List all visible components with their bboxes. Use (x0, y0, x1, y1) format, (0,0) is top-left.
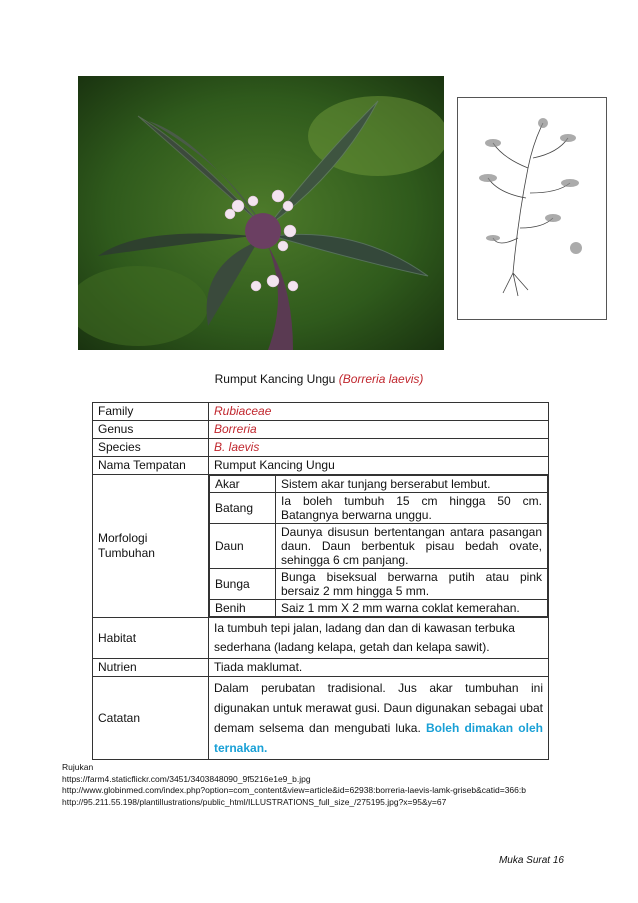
table-row (93, 659, 549, 677)
species-label: Species (93, 439, 209, 457)
morphology-label: Morfologi Tumbuhan (93, 475, 209, 618)
catatan-cell (209, 677, 549, 760)
nutrien-label: Nutrien (93, 659, 209, 677)
catatan-label: Catatan (93, 677, 209, 760)
morph-desc: Bunga biseksual berwarna putih atau pink bersaiz 2 mm hingga 5 mm. (276, 569, 548, 600)
table-row (93, 475, 549, 618)
caption-scientific-name: (Borreria laevis) (338, 372, 424, 386)
morph-part: Bunga (210, 569, 276, 600)
morph-part: Daun (210, 524, 276, 569)
morph-row (210, 600, 548, 617)
references-heading: Rujukan (62, 762, 94, 772)
table-row (93, 439, 549, 457)
caption-common-name: Rumput Kancing Ungu (214, 372, 336, 386)
table-row (93, 677, 549, 760)
table-row (93, 421, 549, 439)
reference-link[interactable]: http://95.211.55.198/plantillustrations/public_html/ILLUSTRATIONS_full_size_/275195.jpg?x=95&y=67 (62, 796, 447, 807)
habitat-value: Ia tumbuh tepi jalan, ladang dan dan di kawasan terbuka sederhana (ladang kelapa, getah dan kelapa sawit). (209, 618, 549, 659)
genus-label: Genus (93, 421, 209, 439)
morph-row (210, 493, 548, 524)
morph-desc: Ia boleh tumbuh 15 cm hingga 50 cm. Batangnya berwarna unggu. (276, 493, 548, 524)
family-value: Rubiaceae (209, 403, 549, 421)
morph-part: Akar (210, 476, 276, 493)
morph-row (210, 569, 548, 600)
catatan-value: Dalam perubatan tradisional. Jus akar tumbuhan ini digunakan untuk merawat gusi. Daun digunakan sebagai ubat demam selsema dan mengubati luka. (214, 681, 543, 735)
table-row (93, 618, 549, 659)
morph-desc: Daunya disusun bertentangan antara pasangan daun. Daun berbentuk pisau bedah ovate, sehingga 6 cm panjang. (276, 524, 548, 569)
botanical-illustration (457, 97, 607, 320)
morph-part: Benih (210, 600, 276, 617)
plant-photo (78, 76, 444, 350)
plant-info-table (92, 402, 549, 760)
reference-link[interactable]: http://www.globinmed.com/index.php?option=com_content&view=article&id=62938:borreria-laevis-lamk-griseb&catid=366:b (62, 785, 526, 795)
page-number: Muka Surat 16 (498, 855, 564, 866)
morph-part: Batang (210, 493, 276, 524)
references (62, 762, 622, 808)
local-name-label: Nama Tempatan (93, 457, 209, 475)
local-name-value: Rumput Kancing Ungu (209, 457, 549, 475)
species-value: B. laevis (209, 439, 549, 457)
table-row (93, 403, 549, 421)
morph-desc: Saiz 1 mm X 2 mm warna coklat kemerahan. (276, 600, 548, 617)
family-label: Family (93, 403, 209, 421)
genus-value: Borreria (209, 421, 549, 439)
morphology-subtable (209, 475, 548, 617)
catatan-highlight: Boleh dimakan oleh ternakan. (214, 721, 543, 755)
reference-link[interactable]: https://farm4.staticflickr.com/3451/3403848090_9f5216e1e9_b.jpg (62, 773, 311, 784)
nutrien-value: Tiada maklumat. (209, 659, 549, 677)
morphology-cell (209, 475, 549, 618)
morph-row (210, 524, 548, 569)
habitat-label: Habitat (93, 618, 209, 659)
table-row (93, 457, 549, 475)
figure-caption (0, 372, 638, 386)
morph-desc: Sistem akar tunjang berserabut lembut. (276, 476, 548, 493)
morph-row (210, 476, 548, 493)
